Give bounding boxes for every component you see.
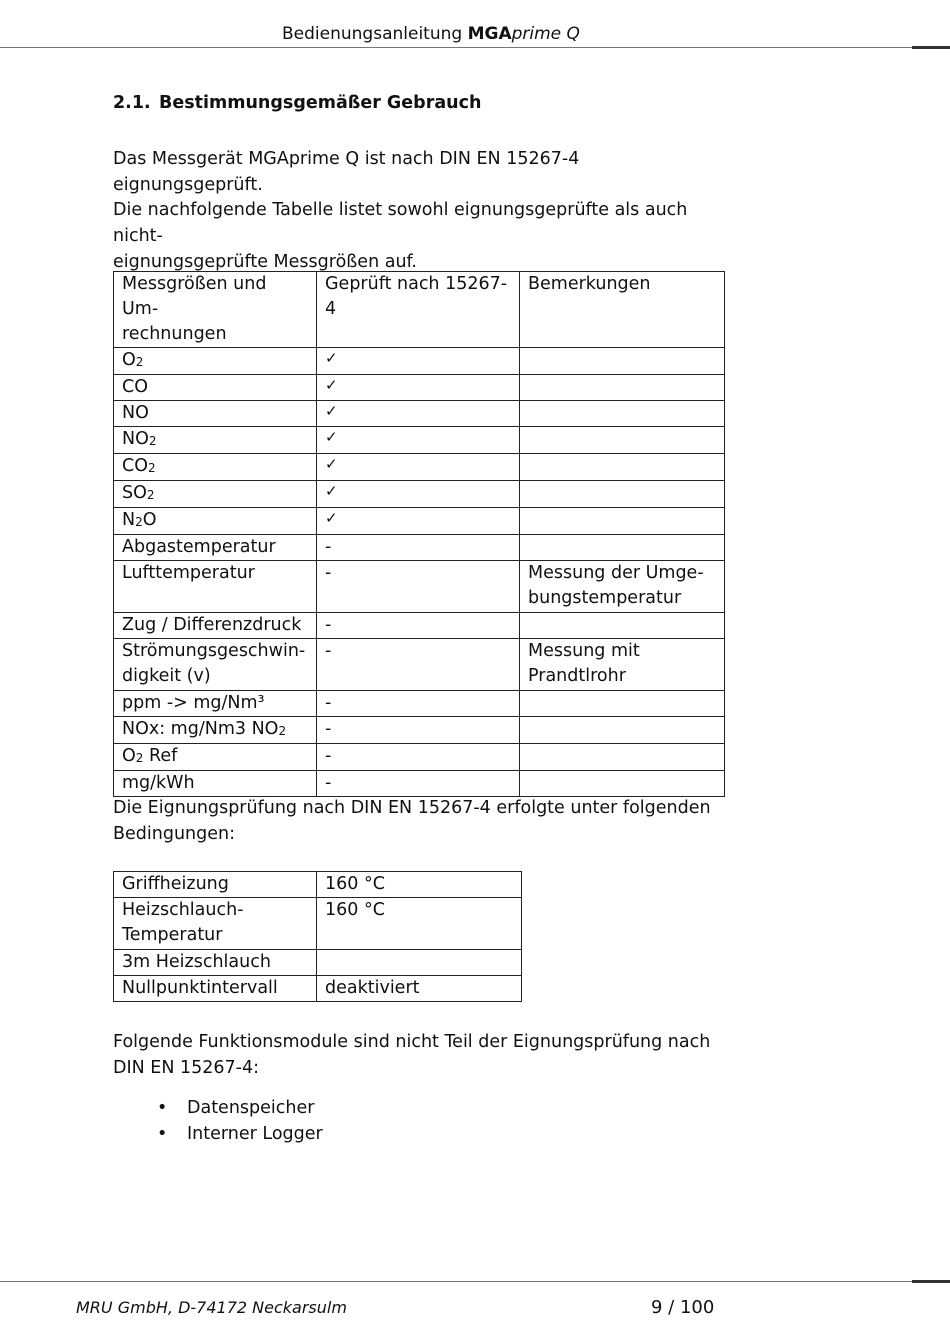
measurand-subscript: 2 [148, 434, 157, 448]
measurand-cell [114, 481, 317, 508]
check-icon: ✓ [325, 482, 338, 500]
check-icon: ✓ [325, 428, 338, 446]
remark-cell [520, 375, 725, 401]
check-icon: ✓ [325, 402, 338, 420]
condition-label: Nullpunktintervall [122, 978, 278, 998]
measurand-label: digkeit (v) [122, 666, 211, 686]
measurand-cell [114, 639, 317, 691]
remark-cell [520, 454, 725, 481]
header-text: rechnungen [122, 324, 227, 344]
check-icon: ✓ [325, 455, 338, 473]
measurand-subscript: 2 [135, 751, 144, 765]
measurand-cell [114, 613, 317, 639]
measurand-label: Strömungsgeschwin- [122, 641, 306, 661]
section-heading [113, 91, 481, 115]
check-cell [317, 481, 520, 508]
table-row [114, 561, 725, 613]
measurand-label: CO [122, 377, 148, 397]
measurand-base: CO [122, 456, 148, 476]
measurand-label: NO [122, 403, 149, 423]
condition-label-cell [114, 950, 317, 976]
table-header-cell [114, 272, 317, 348]
condition-value-cell [317, 872, 522, 898]
check-cell [317, 375, 520, 401]
condition-value-cell [317, 898, 522, 950]
measurand-base: N [122, 510, 136, 530]
table-row [114, 427, 725, 454]
remark-cell [520, 427, 725, 454]
bullet-icon: • [157, 1124, 168, 1144]
check-cell [317, 454, 520, 481]
remark-cell [520, 508, 725, 535]
check-cell [317, 427, 520, 454]
table-row [114, 898, 522, 950]
remark-cell [520, 535, 725, 561]
section-title: Bestimmungsgemäßer Gebrauch [159, 93, 482, 113]
footer-rule [0, 1281, 950, 1282]
list-item-text: Interner Logger [187, 1124, 323, 1144]
condition-value: deaktiviert [325, 978, 420, 998]
measurand-cell [114, 348, 317, 375]
table-header-cell [317, 272, 520, 348]
paragraph-conditions-intro [113, 795, 733, 847]
check-cell [317, 744, 520, 771]
measurand-label: Zug / Differenzdruck [122, 615, 302, 635]
measurand-cell [114, 771, 317, 797]
table-row [114, 872, 522, 898]
measurand-cell [114, 508, 317, 535]
not-checked-mark: - [325, 746, 332, 766]
header-text: Geprüft nach 15267-4 [325, 274, 508, 319]
check-icon: ✓ [325, 349, 338, 367]
table-row [114, 950, 522, 976]
list-item [113, 1095, 323, 1121]
remark-cell [520, 401, 725, 427]
check-cell [317, 561, 520, 613]
not-checked-mark: - [325, 563, 332, 583]
remark-cell [520, 613, 725, 639]
paragraph-table-intro [113, 197, 733, 275]
table-row [114, 348, 725, 375]
footer-company: MRU GmbH, D-74172 Neckarsulm [76, 1298, 347, 1317]
measurand-subscript: 2 [135, 515, 143, 529]
section-number: 2.1. [113, 93, 151, 113]
remark-cell [520, 639, 725, 691]
condition-value-cell [317, 976, 522, 1002]
measurand-base: SO [122, 483, 147, 503]
not-checked-mark: - [325, 615, 332, 635]
condition-label: Griffheizung [122, 874, 229, 894]
measurands-table [113, 271, 725, 797]
check-cell [317, 771, 520, 797]
check-icon: ✓ [325, 376, 338, 394]
check-cell [317, 535, 520, 561]
table-row [114, 613, 725, 639]
measurand-subscript: 2 [278, 724, 287, 738]
table-row [114, 508, 725, 535]
page-header [282, 22, 580, 46]
modules-list [113, 1095, 323, 1147]
not-checked-mark: - [325, 719, 332, 739]
check-cell [317, 717, 520, 744]
measurand-subscript: 2 [146, 488, 155, 502]
table-row [114, 717, 725, 744]
header-rule-accent [912, 46, 950, 49]
paragraph-modules-intro [113, 1029, 733, 1081]
footer-rule-accent [912, 1280, 950, 1283]
check-cell [317, 613, 520, 639]
measurand-suffix: O [142, 510, 157, 530]
measurand-cell [114, 744, 317, 771]
check-cell [317, 508, 520, 535]
measurand-cell [114, 691, 317, 717]
measurand-cell [114, 401, 317, 427]
measurand-subscript: 2 [148, 461, 156, 475]
table-row [114, 535, 725, 561]
list-item [113, 1121, 323, 1147]
remark-text: Messung der Umge- [528, 563, 704, 583]
check-icon: ✓ [325, 509, 338, 527]
paragraph-line: DIN EN 15267-4: [113, 1058, 260, 1078]
condition-label-cell [114, 898, 317, 950]
measurand-cell [114, 375, 317, 401]
measurand-cell [114, 427, 317, 454]
measurand-cell [114, 717, 317, 744]
measurand-base: O [122, 746, 136, 766]
condition-value: 160 °C [325, 874, 385, 894]
measurand-cell [114, 535, 317, 561]
header-rule [0, 47, 950, 48]
paragraph-line: Die Eignungsprüfung nach DIN EN 15267-4 erfolgte unter folgenden [113, 798, 711, 818]
measurand-subscript: 2 [135, 355, 144, 369]
paragraph-line: Die nachfolgende Tabelle listet sowohl eignungsgeprüfte als auch nicht- [113, 200, 688, 246]
check-cell [317, 401, 520, 427]
measurand-base: NO [122, 429, 149, 449]
table-header-row [114, 272, 725, 348]
not-checked-mark: - [325, 773, 332, 793]
page-number: 9 / 100 [651, 1297, 715, 1318]
list-item-text: Datenspeicher [187, 1098, 315, 1118]
header-prefix: Bedienungsanleitung [282, 24, 468, 44]
header-brand-italic: prime Q [511, 24, 580, 44]
header-text: Bemerkungen [528, 274, 651, 294]
check-cell [317, 348, 520, 375]
condition-value-cell [317, 950, 522, 976]
condition-value: 160 °C [325, 900, 385, 920]
not-checked-mark: - [325, 693, 332, 713]
paragraph-line: Bedingungen: [113, 824, 235, 844]
table-row [114, 639, 725, 691]
remark-cell [520, 481, 725, 508]
measurand-label: mg/kWh [122, 773, 195, 793]
measurand-label: Lufttemperatur [122, 563, 255, 583]
condition-label: Heizschlauch- [122, 900, 244, 920]
remark-text: bungstemperatur [528, 588, 682, 608]
condition-label-cell [114, 872, 317, 898]
table-row [114, 401, 725, 427]
not-checked-mark: - [325, 537, 332, 557]
paragraph-line: eignungsgeprüfte Messgrößen auf. [113, 252, 417, 272]
header-text: Messgrößen und Um- [122, 274, 267, 319]
check-cell [317, 691, 520, 717]
measurand-cell [114, 454, 317, 481]
check-cell [317, 639, 520, 691]
remark-cell [520, 717, 725, 744]
conditions-table [113, 871, 522, 1002]
table-header-cell [520, 272, 725, 348]
table-row [114, 771, 725, 797]
measurand-label: ppm -> mg/Nm³ [122, 693, 265, 713]
condition-label: Temperatur [122, 925, 223, 945]
remark-text: Messung mit [528, 641, 640, 661]
paragraph-line: Folgende Funktionsmodule sind nicht Teil der Eignungsprüfung nach [113, 1032, 711, 1052]
remark-text: Prandtlrohr [528, 666, 626, 686]
table-row [114, 691, 725, 717]
bullet-icon: • [157, 1098, 168, 1118]
measurand-label: Abgastemperatur [122, 537, 276, 557]
measurand-suffix: Ref [143, 746, 178, 766]
remark-cell [520, 744, 725, 771]
table-row [114, 744, 725, 771]
header-brand-bold: MGA [467, 24, 512, 44]
table-row [114, 454, 725, 481]
table-row [114, 481, 725, 508]
table-row [114, 375, 725, 401]
measurand-base: O [122, 350, 136, 370]
condition-label: 3m Heizschlauch [122, 952, 271, 972]
remark-cell [520, 771, 725, 797]
paragraph-intro [113, 146, 733, 198]
remark-cell [520, 691, 725, 717]
remark-cell [520, 348, 725, 375]
paragraph-intro-text: Das Messgerät MGAprime Q ist nach DIN EN 15267-4 eignungsgeprüft. [113, 149, 580, 195]
table-row [114, 976, 522, 1002]
remark-cell [520, 561, 725, 613]
measurand-cell [114, 561, 317, 613]
condition-label-cell [114, 976, 317, 1002]
measurand-label: NOx: mg/Nm3 NO [122, 719, 279, 739]
not-checked-mark: - [325, 641, 332, 661]
